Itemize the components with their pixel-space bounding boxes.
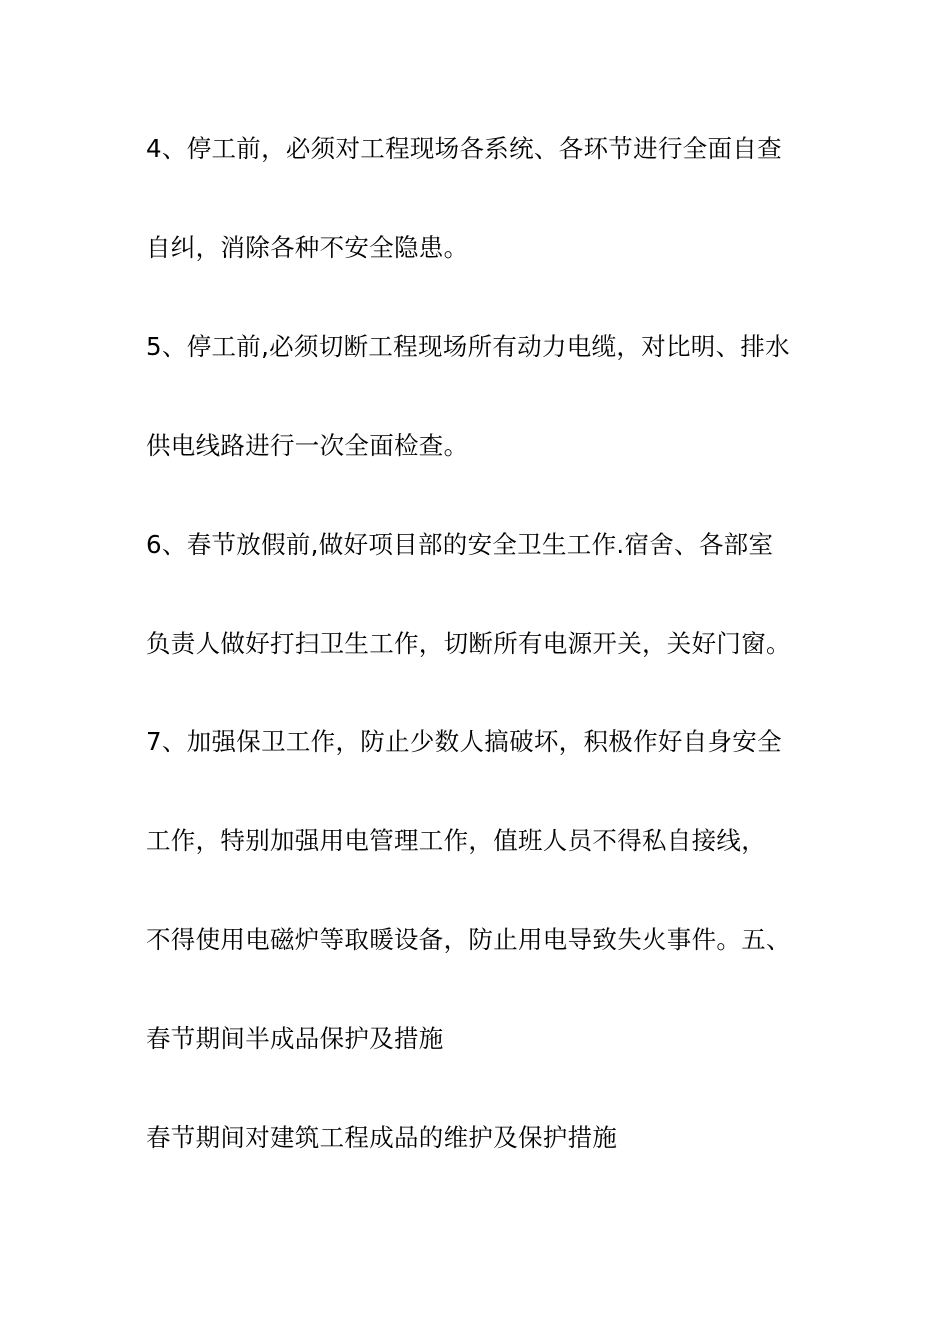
text-line: 负责人做好打扫卫生工作，切断所有电源开关，关好门窗。 (146, 629, 791, 658)
text-line: 不得使用电磁炉等取暖设备，防止用电导致失火事件。五、 (146, 925, 791, 954)
text-line: 自纠，消除各种不安全隐患。 (146, 233, 469, 262)
text-line: 7、加强保卫工作，防止少数人搞破坏，积极作好自身安全 (146, 727, 782, 756)
text-line: 供电线路进行一次全面检查。 (146, 431, 469, 460)
text-line: 6、春节放假前,做好项目部的安全卫生工作.宿舍、各部室 (146, 530, 774, 559)
section-heading: 春节期间半成品保护及措施 (146, 1024, 444, 1053)
text-line: 春节期间对建筑工程成品的维护及保护措施 (146, 1123, 618, 1152)
text-line: 4、停工前，必须对工程现场各系统、各环节进行全面自查 (146, 134, 782, 163)
text-line: 5、停工前,必须切断工程现场所有动力电缆，对比明、排水 (146, 332, 790, 361)
text-line: 工作，特别加强用电管理工作，值班人员不得私自接线， (146, 826, 766, 855)
